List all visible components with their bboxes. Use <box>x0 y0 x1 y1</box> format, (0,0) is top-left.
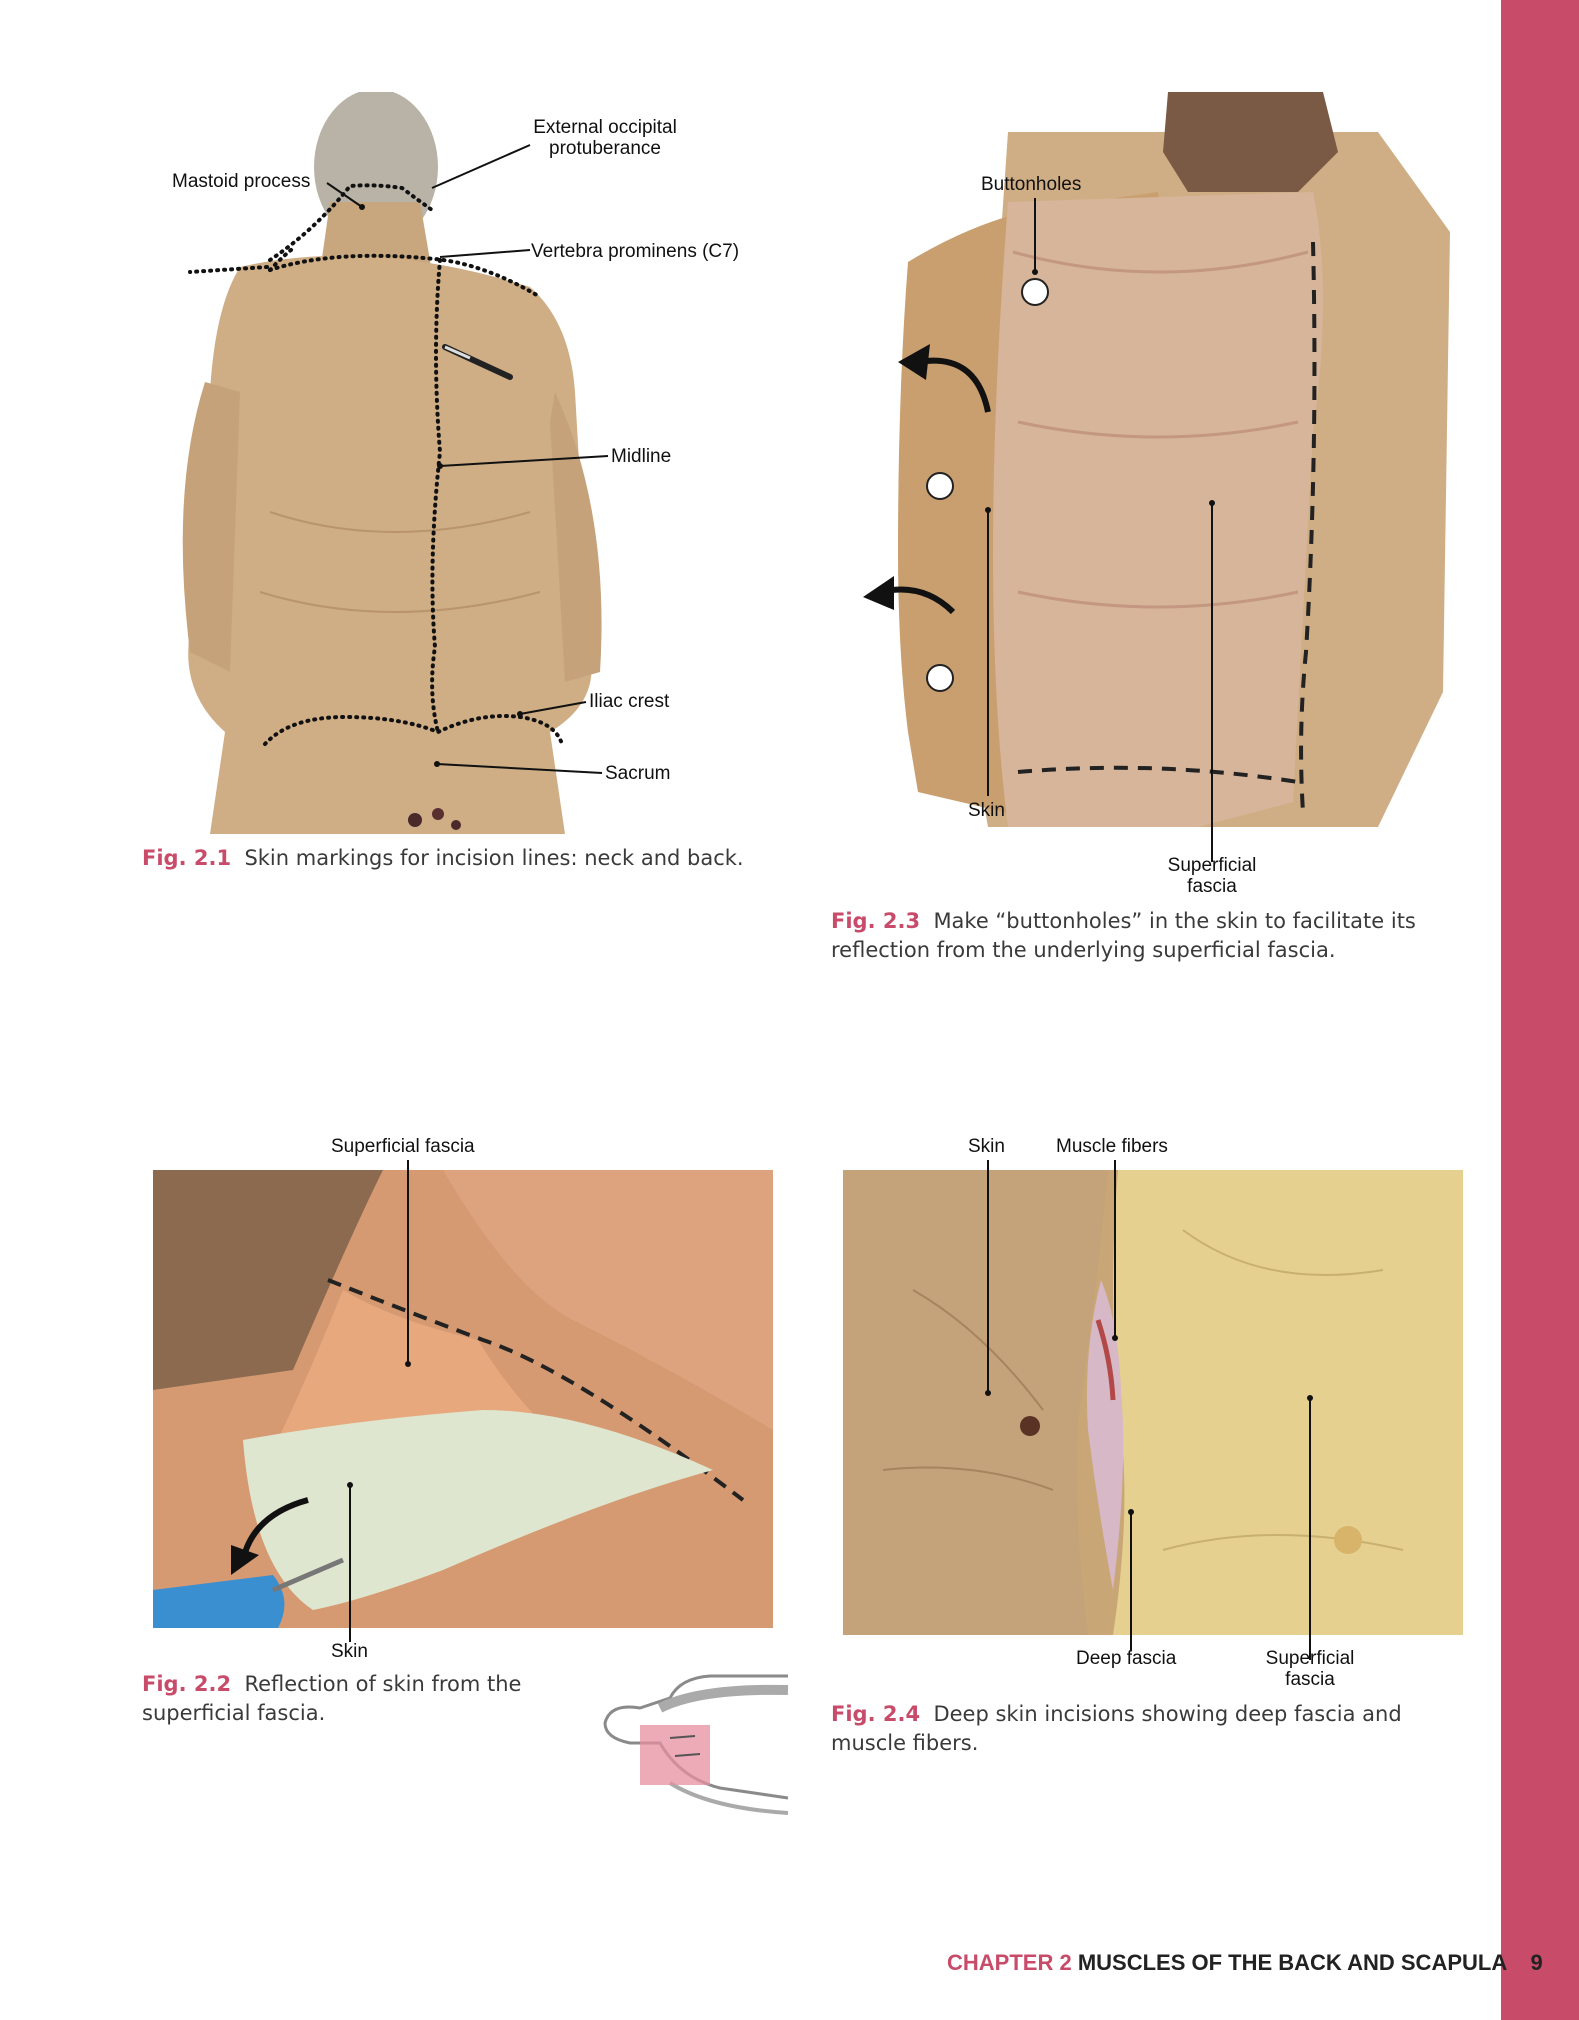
figure-number: Fig. 2.2 <box>142 1672 232 1696</box>
label-buttonholes: Buttonholes <box>981 174 1082 195</box>
label-superficial-fascia: Superficial fascia <box>1265 1648 1355 1690</box>
label-iliac-crest: Iliac crest <box>589 691 670 712</box>
fig-2-2-caption <box>142 1670 542 1728</box>
chapter-color-tab <box>1501 0 1579 2020</box>
fig-2-2-photo <box>153 1170 773 1628</box>
label-superficial-fascia: Superficial fascia <box>1167 855 1257 897</box>
label-mastoid-process: Mastoid process <box>172 171 311 192</box>
label-superficial-fascia: Superficial fascia <box>331 1136 475 1157</box>
fig-2-4-photo <box>843 1170 1463 1635</box>
caption-text: Reflection of skin from the superficial fascia. <box>142 1672 522 1725</box>
caption-text: Skin markings for incision lines: neck and back. <box>244 846 744 870</box>
label-external-occipital-protuberance: External occipital protuberance <box>533 117 677 159</box>
figure-number: Fig. 2.4 <box>831 1702 921 1726</box>
label-skin: Skin <box>331 1641 368 1662</box>
figure-number: Fig. 2.3 <box>831 909 921 933</box>
label-muscle-fibers: Muscle fibers <box>1056 1136 1168 1157</box>
label-vertebra-prominens: Vertebra prominens (C7) <box>531 241 740 262</box>
fig-2-1-caption <box>142 844 762 873</box>
footer-chapter: CHAPTER 2 <box>947 1950 1072 1975</box>
fig-2-3-photo <box>858 92 1453 827</box>
body-orientation-diagram <box>600 1668 790 1818</box>
page-footer <box>947 1950 1543 1976</box>
fig-2-4-caption <box>831 1700 1481 1758</box>
label-sacrum: Sacrum <box>605 763 671 784</box>
fig-2-1-photo <box>170 92 625 834</box>
label-skin: Skin <box>968 1136 1005 1157</box>
label-skin: Skin <box>968 800 1005 821</box>
figure-number: Fig. 2.1 <box>142 846 232 870</box>
footer-chapter-title: MUSCLES OF THE BACK AND SCAPULA <box>1077 1950 1507 1975</box>
caption-text: Deep skin incisions showing deep fascia and muscle fibers. <box>831 1702 1402 1755</box>
page-number: 9 <box>1530 1950 1543 1975</box>
label-deep-fascia: Deep fascia <box>1076 1648 1177 1669</box>
fig-2-3-caption <box>831 907 1441 965</box>
caption-text: Make “buttonholes” in the skin to facilitate its reflection from the underlying superficial fascia. <box>831 909 1416 962</box>
label-midline: Midline <box>611 446 672 467</box>
